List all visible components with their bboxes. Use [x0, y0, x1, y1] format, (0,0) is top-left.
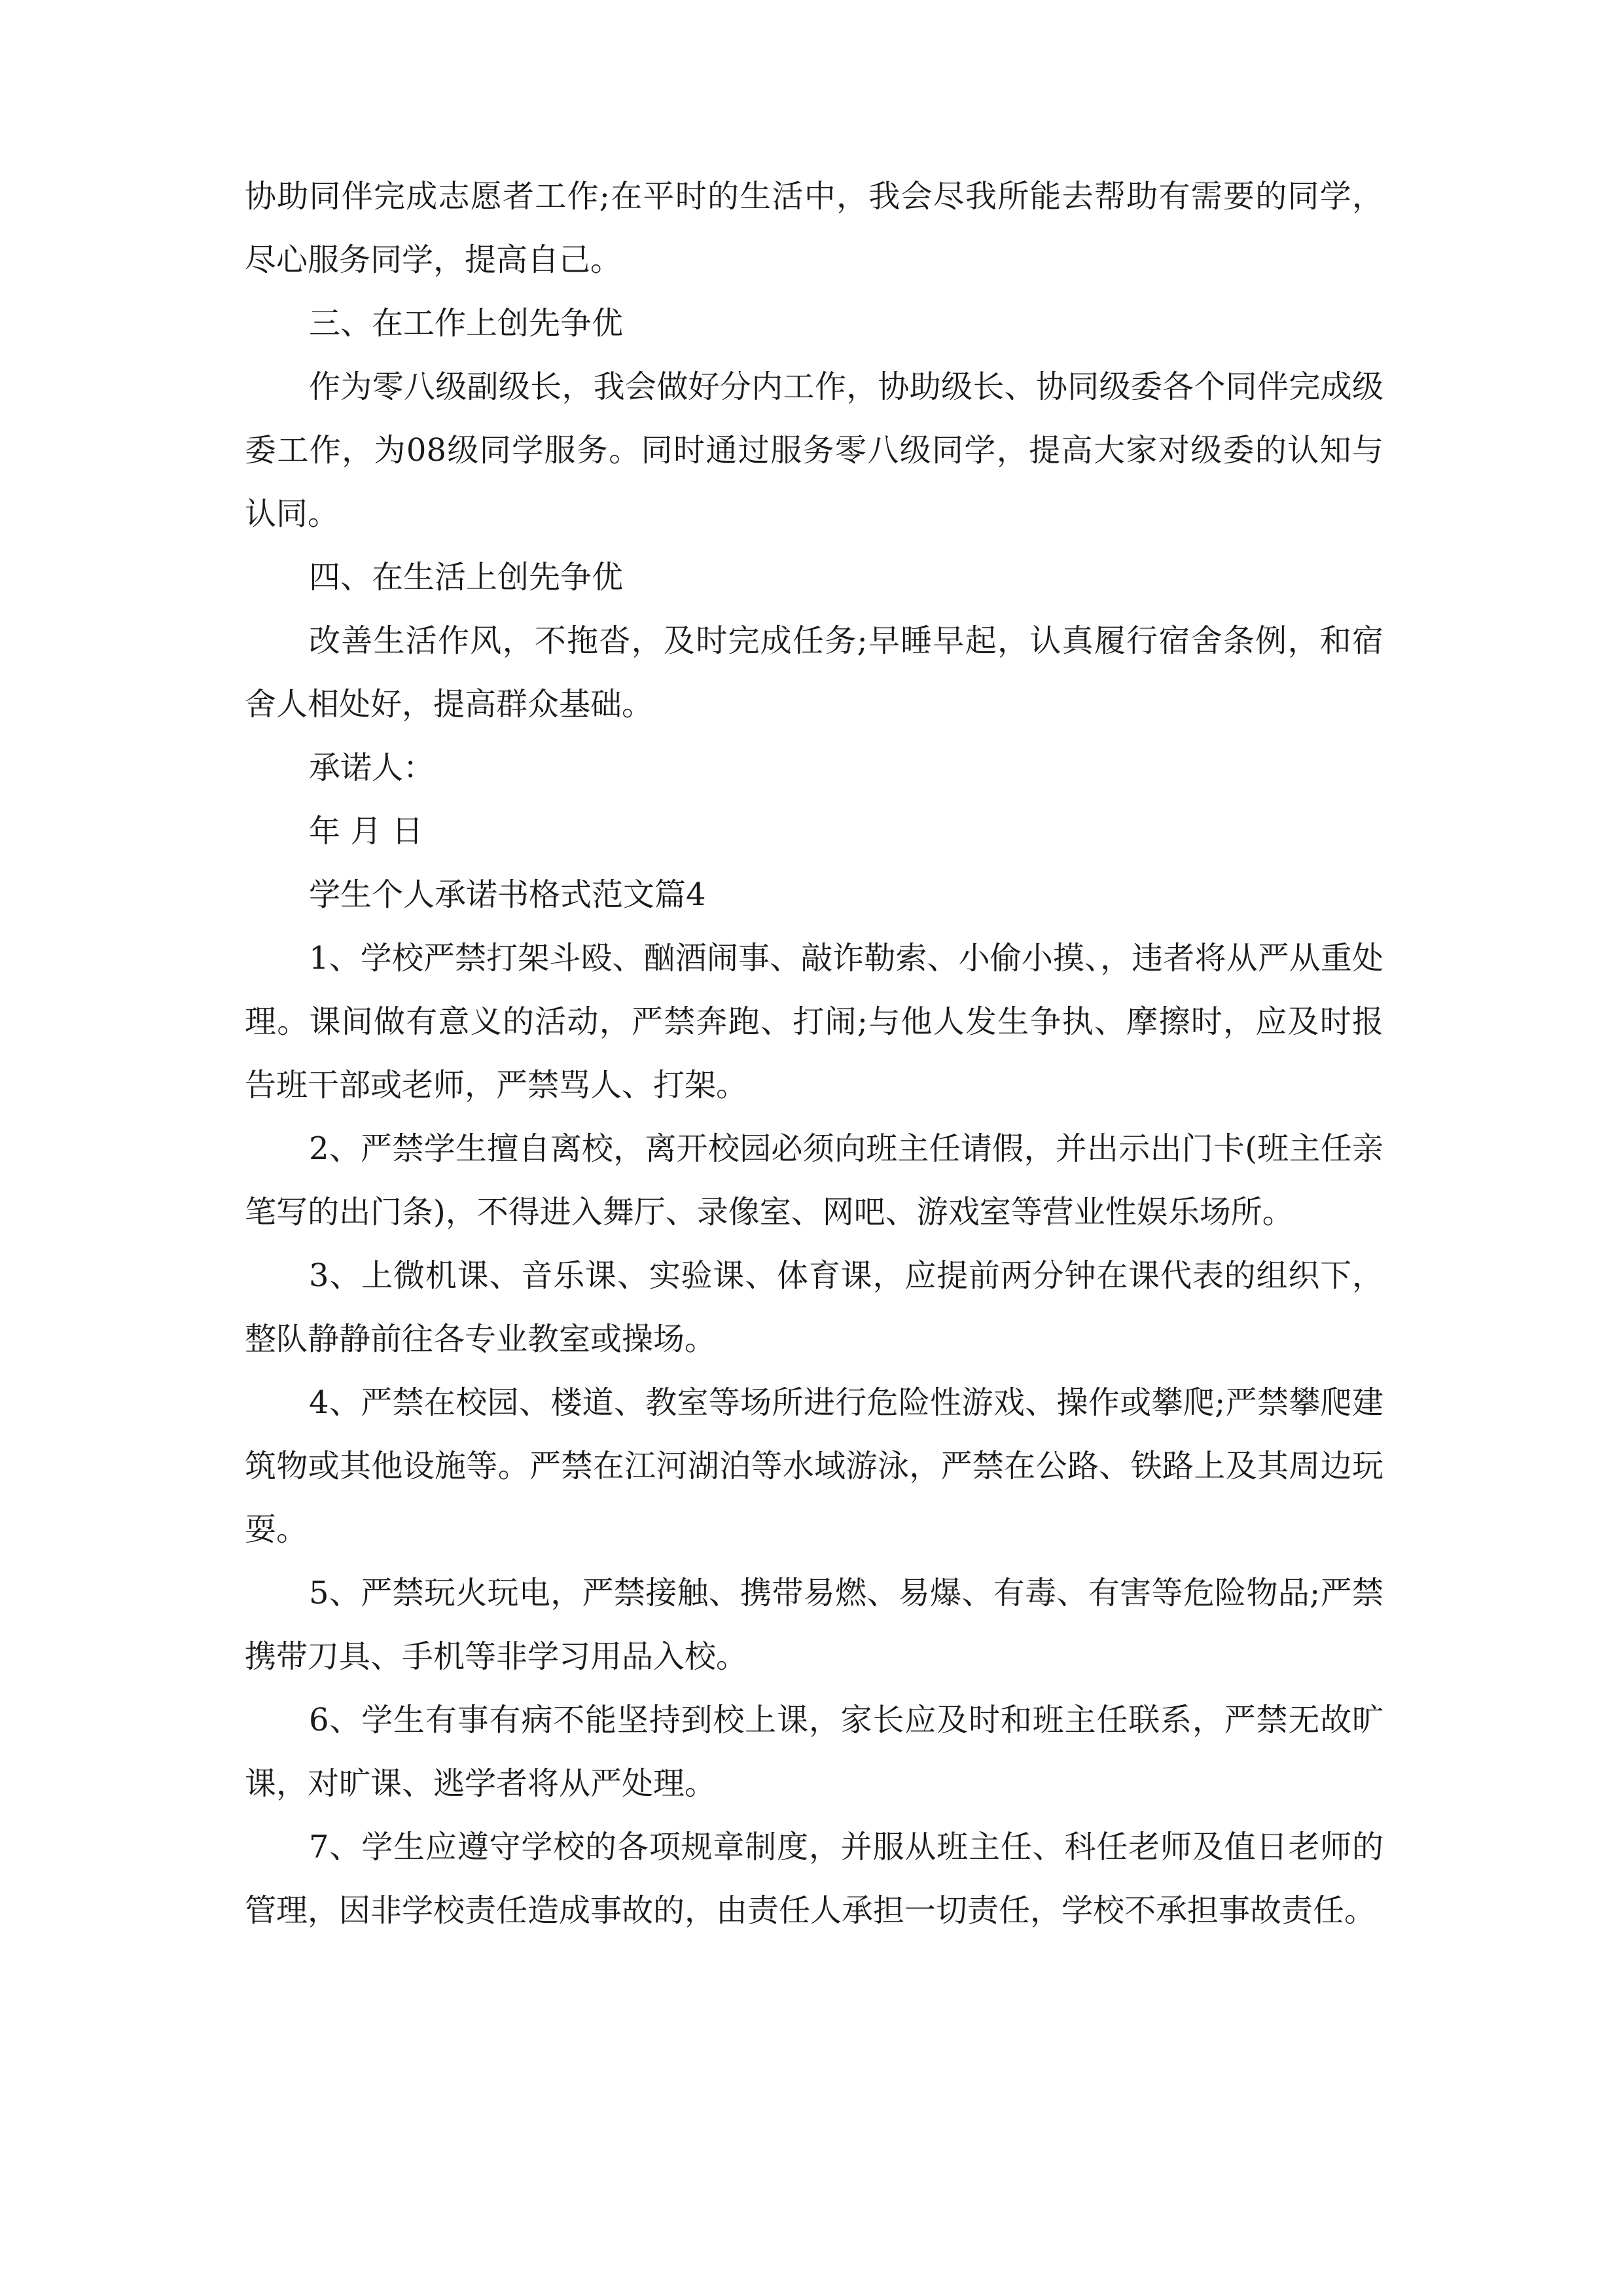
signature-label: 承诺人：: [309, 749, 435, 786]
paragraph-continued: 协助同伴完成志愿者工作;在平时的生活中，我会尽我所能去帮助有需要的同学，尽心服务同学，提高自己。: [245, 178, 1383, 278]
rule-item-4: 4、严禁在校园、楼道、教室等场所进行危险性游戏、操作或攀爬;严禁攀爬建筑物或其他设施等。严禁在江河湖泊等水域游泳，严禁在公路、铁路上及其周边玩耍。: [245, 1384, 1383, 1548]
document-page: [245, 165, 1383, 1943]
rule-item-1: 1、学校严禁打架斗殴、酗酒闹事、敲诈勒索、小偷小摸、，违者将从严从重处理。课间做有意义的活动，严禁奔跑、打闹;与他人发生争执、摩擦时，应及时报告班干部或老师，严禁骂人、打架。: [245, 940, 1383, 1103]
rule-item-2: 2、严禁学生擅自离校，离开校园必须向班主任请假，并出示出门卡(班主任亲笔写的出门条)，不得进入舞厅、录像室、网吧、游戏室等营业性娱乐场所。: [245, 1130, 1383, 1230]
section-heading-life: 四、在生活上创先争优: [309, 559, 624, 596]
paragraph-work: 作为零八级副级长，我会做好分内工作，协助级长、协同级委各个同伴完成级委工作，为08级同学服务。同时通过服务零八级同学，提高大家对级委的认知与认同。: [245, 368, 1383, 532]
date-label: 年 月 日: [309, 813, 423, 850]
rule-item-5: 5、严禁玩火玩电，严禁接触、携带易燃、易爆、有毒、有害等危险物品;严禁携带刀具、手机等非学习用品入校。: [245, 1575, 1383, 1675]
paragraph-life: 改善生活作风，不拖沓，及时完成任务;早睡早起，认真履行宿舍条例，和宿舍人相处好，提高群众基础。: [245, 622, 1383, 723]
rule-item-7: 7、学生应遵守学校的各项规章制度，并服从班主任、科任老师及值日老师的管理，因非学校责任造成事故的，由责任人承担一切责任，学校不承担事故责任。: [245, 1829, 1383, 1929]
section-heading-work: 三、在工作上创先争优: [309, 305, 624, 342]
article-title: 学生个人承诺书格式范文篇4: [309, 876, 706, 913]
rule-item-6: 6、学生有事有病不能坚持到校上课，家长应及时和班主任联系，严禁无故旷课，对旷课、逃学者将从严处理。: [245, 1702, 1383, 1802]
rule-item-3: 3、上微机课、音乐课、实验课、体育课，应提前两分钟在课代表的组织下，整队静静前往各专业教室或操场。: [245, 1257, 1383, 1357]
